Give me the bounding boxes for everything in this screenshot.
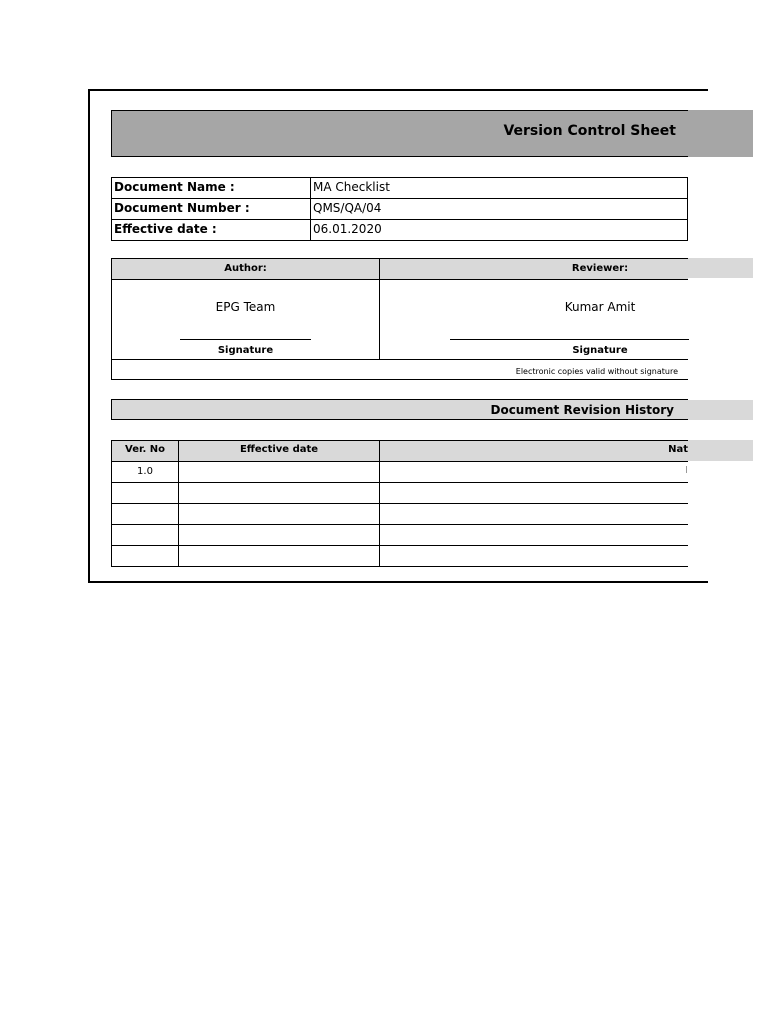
effective-date-header: Effective date — [239, 444, 319, 455]
document-name-row — [111, 177, 688, 198]
title-band-extension — [688, 110, 753, 157]
author-header: Author: — [224, 263, 267, 274]
column-divider — [178, 546, 179, 566]
author-signature-line — [180, 339, 311, 340]
revision-history-band-extension — [688, 400, 753, 420]
electronic-copy-note: Electronic copies valid without signature — [515, 367, 678, 376]
author-signature-label: Signature — [217, 345, 274, 356]
reviewer-signature-line — [450, 339, 689, 340]
table-row — [111, 524, 688, 545]
column-divider — [178, 504, 179, 524]
title-band — [111, 110, 688, 157]
column-divider — [310, 220, 311, 240]
document-name-label: Document Name : — [114, 180, 235, 194]
revision-table-header — [111, 440, 688, 461]
document-number-row — [111, 198, 688, 219]
table-row — [111, 482, 688, 503]
column-divider — [379, 504, 380, 524]
document-number-value: QMS/QA/04 — [313, 201, 382, 215]
column-divider — [379, 525, 380, 545]
column-divider — [379, 546, 380, 566]
document-number-label: Document Number : — [114, 201, 250, 215]
ver-no-cell: 1.0 — [137, 466, 153, 477]
column-divider — [178, 483, 179, 503]
approval-block — [111, 258, 688, 380]
document-info-table — [111, 177, 688, 241]
column-divider — [310, 199, 311, 219]
ver-no-header: Ver. No — [125, 444, 165, 455]
reviewer-name: Kumar Amit — [564, 300, 636, 314]
nature-header: Nat — [668, 444, 688, 455]
revision-table — [111, 440, 688, 567]
row-divider — [112, 359, 688, 360]
document-name-value: MA Checklist — [313, 180, 390, 194]
author-name: EPG Team — [215, 300, 276, 314]
table-row — [111, 461, 688, 482]
revision-table-header-extension — [688, 440, 753, 461]
column-divider — [178, 525, 179, 545]
truncated-text-mark — [686, 466, 687, 473]
effective-date-row — [111, 219, 688, 241]
effective-date-label: Effective date : — [114, 222, 217, 236]
effective-date-value: 06.01.2020 — [313, 222, 382, 236]
column-divider — [379, 462, 380, 482]
column-divider — [379, 483, 380, 503]
reviewer-signature-label: Signature — [572, 345, 628, 356]
table-row — [111, 545, 688, 567]
revision-history-title: Document Revision History — [490, 403, 674, 417]
page-title: Version Control Sheet — [503, 123, 676, 139]
table-row — [111, 503, 688, 524]
column-divider — [310, 178, 311, 198]
column-divider — [379, 441, 380, 461]
column-divider — [178, 462, 179, 482]
revision-history-band — [111, 399, 688, 420]
reviewer-header: Reviewer: — [571, 263, 629, 274]
